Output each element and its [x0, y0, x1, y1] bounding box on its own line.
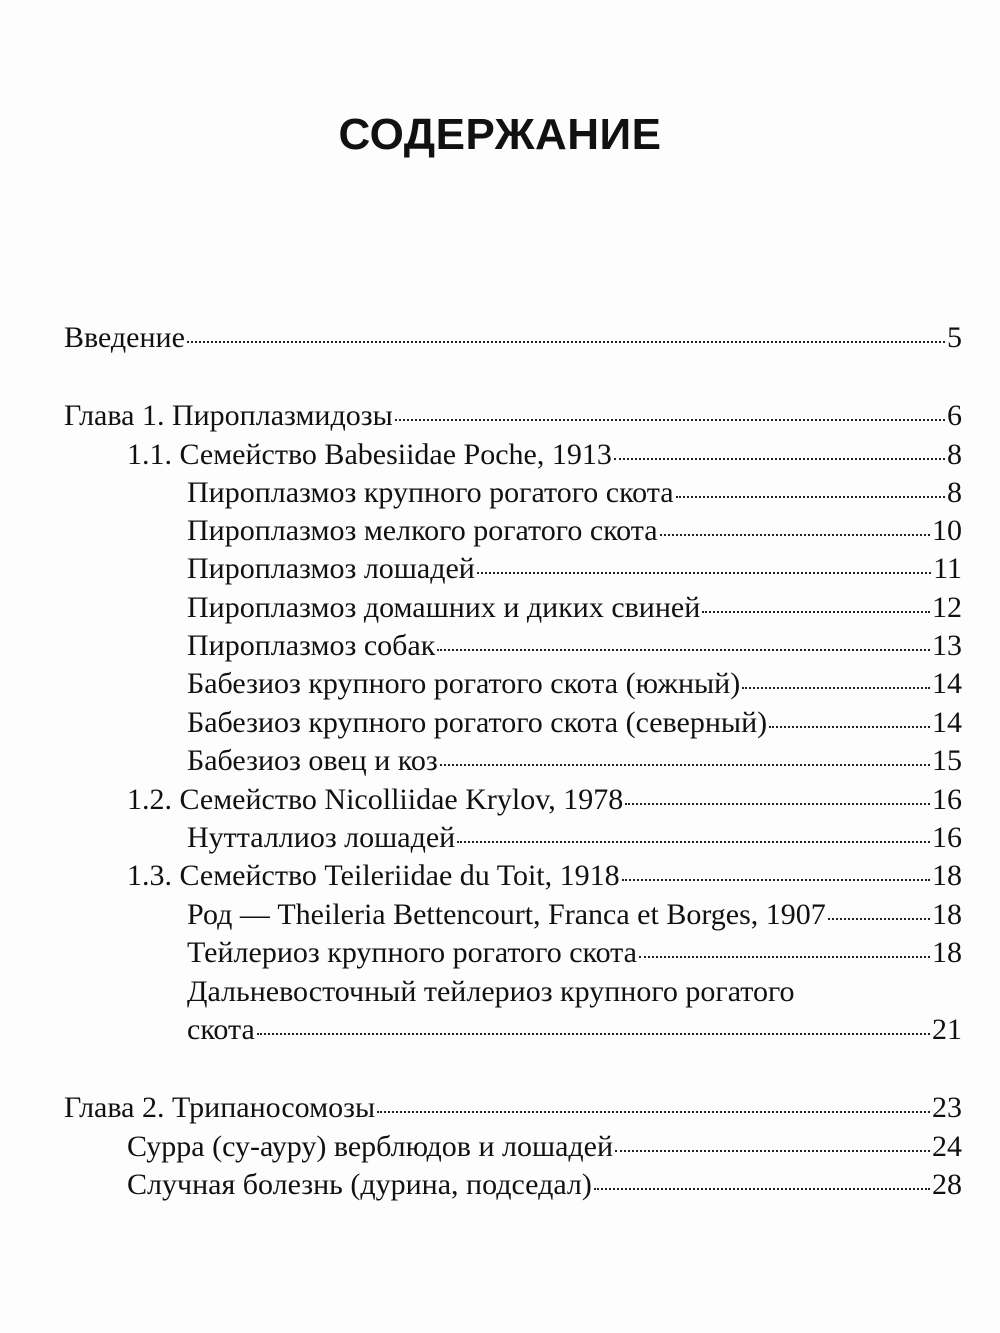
toc-entry — [187, 897, 962, 933]
toc-entry-label: Глава 2. Трипаносомозы — [64, 1091, 376, 1124]
dot-leader — [625, 803, 930, 805]
toc-page-number: 15 — [932, 744, 962, 777]
dot-leader — [614, 458, 945, 460]
toc-page-number: 14 — [932, 706, 962, 739]
toc-entry — [187, 551, 962, 587]
dot-leader — [660, 534, 930, 536]
toc-entry — [187, 475, 962, 511]
toc-page-number: 16 — [932, 783, 962, 816]
toc-entry — [187, 590, 962, 626]
toc-entry-label: Нутталлиоз лошадей — [187, 821, 456, 854]
toc-entry-label: Пироплазмоз мелкого рогатого скота — [187, 514, 658, 547]
toc-page-number: 8 — [947, 476, 962, 509]
toc-page-number: 18 — [932, 936, 962, 969]
dot-leader — [702, 611, 930, 613]
dot-leader — [676, 496, 945, 498]
toc-entry — [187, 743, 962, 779]
toc-entry — [187, 705, 962, 741]
toc-page-number: 21 — [932, 1013, 962, 1046]
toc-page-number: 13 — [932, 629, 962, 662]
dot-leader — [742, 687, 930, 689]
toc-page-number: 16 — [932, 821, 962, 854]
toc-entry-label: 1.1. Семейство Babesiidae Poche, 1913 — [127, 438, 612, 471]
toc-entry-label: Тейлериоз крупного рогатого скота — [187, 936, 637, 969]
dot-leader — [377, 1111, 930, 1113]
toc-entry-label: Дальневосточный тейлериоз крупного рогатого — [187, 975, 795, 1008]
toc-entry-label: Сурра (су-ауру) верблюдов и лошадей — [127, 1130, 614, 1163]
dot-leader — [187, 341, 945, 343]
toc-entry — [187, 935, 962, 971]
toc-entry — [127, 858, 962, 894]
toc-entry — [127, 1167, 962, 1203]
dot-leader — [622, 879, 930, 881]
page-title: СОДЕРЖАНИЕ — [338, 110, 662, 159]
toc-entry — [64, 398, 962, 434]
dot-leader — [440, 764, 930, 766]
dot-leader — [457, 841, 930, 843]
toc-entry — [187, 820, 962, 856]
toc-entry-label: 1.3. Семейство Teileriidae du Toit, 1918 — [127, 859, 620, 892]
toc-page-number: 11 — [933, 552, 962, 585]
toc-entry-label: Глава 1. Пироплазмидозы — [64, 399, 393, 432]
toc-page-number: 10 — [932, 514, 962, 547]
toc-entry-label: Введение — [64, 321, 185, 354]
toc-entry-label: Бабезиоз овец и коз — [187, 744, 438, 777]
toc-entry-label: Пироплазмоз собак — [187, 629, 436, 662]
toc-entry-label: Бабезиоз крупного рогатого скота (южный) — [187, 667, 741, 700]
toc-entry — [64, 320, 962, 356]
toc-entry — [187, 666, 962, 702]
toc-entry-line1 — [187, 974, 962, 1010]
toc-entry — [187, 1012, 962, 1048]
toc-entry-label: Род — Theileria Bettencourt, Franca et Borges, 1907 — [187, 898, 826, 931]
toc-page-number: 8 — [947, 438, 962, 471]
toc-page-number: 12 — [932, 591, 962, 624]
toc-entry — [127, 1129, 962, 1165]
toc-entry-label: скота — [187, 1013, 255, 1046]
toc-page-number: 14 — [932, 667, 962, 700]
toc-entry-label: 1.2. Семейство Nicolliidae Krylov, 1978 — [127, 783, 624, 816]
toc-page-number: 18 — [932, 859, 962, 892]
dot-leader — [395, 419, 945, 421]
toc-entry-label: Пироплазмоз лошадей — [187, 552, 475, 585]
toc-page-number: 28 — [932, 1168, 962, 1201]
toc-entry — [127, 437, 962, 473]
toc-page-number: 18 — [932, 898, 962, 931]
toc-page-number: 24 — [932, 1130, 962, 1163]
dot-leader — [615, 1150, 930, 1152]
toc-entry — [127, 782, 962, 818]
toc-entry — [187, 513, 962, 549]
dot-leader — [828, 918, 930, 920]
toc-page-number: 6 — [947, 399, 962, 432]
dot-leader — [437, 649, 930, 651]
toc-entry-label: Пироплазмоз домашних и диких свиней — [187, 591, 701, 624]
dot-leader — [769, 726, 930, 728]
toc-entry-label: Бабезиоз крупного рогатого скота (северный) — [187, 706, 768, 739]
toc-entry — [187, 628, 962, 664]
dot-leader — [257, 1033, 930, 1035]
toc-page-number: 5 — [947, 321, 962, 354]
toc-entry-label: Случная болезнь (дурина, подседал) — [127, 1168, 592, 1201]
dot-leader — [594, 1188, 930, 1190]
toc-entry — [64, 1090, 962, 1126]
dot-leader — [477, 572, 931, 574]
toc-page-number: 23 — [932, 1091, 962, 1124]
dot-leader — [639, 956, 930, 958]
toc-entry-label: Пироплазмоз крупного рогатого скота — [187, 476, 674, 509]
